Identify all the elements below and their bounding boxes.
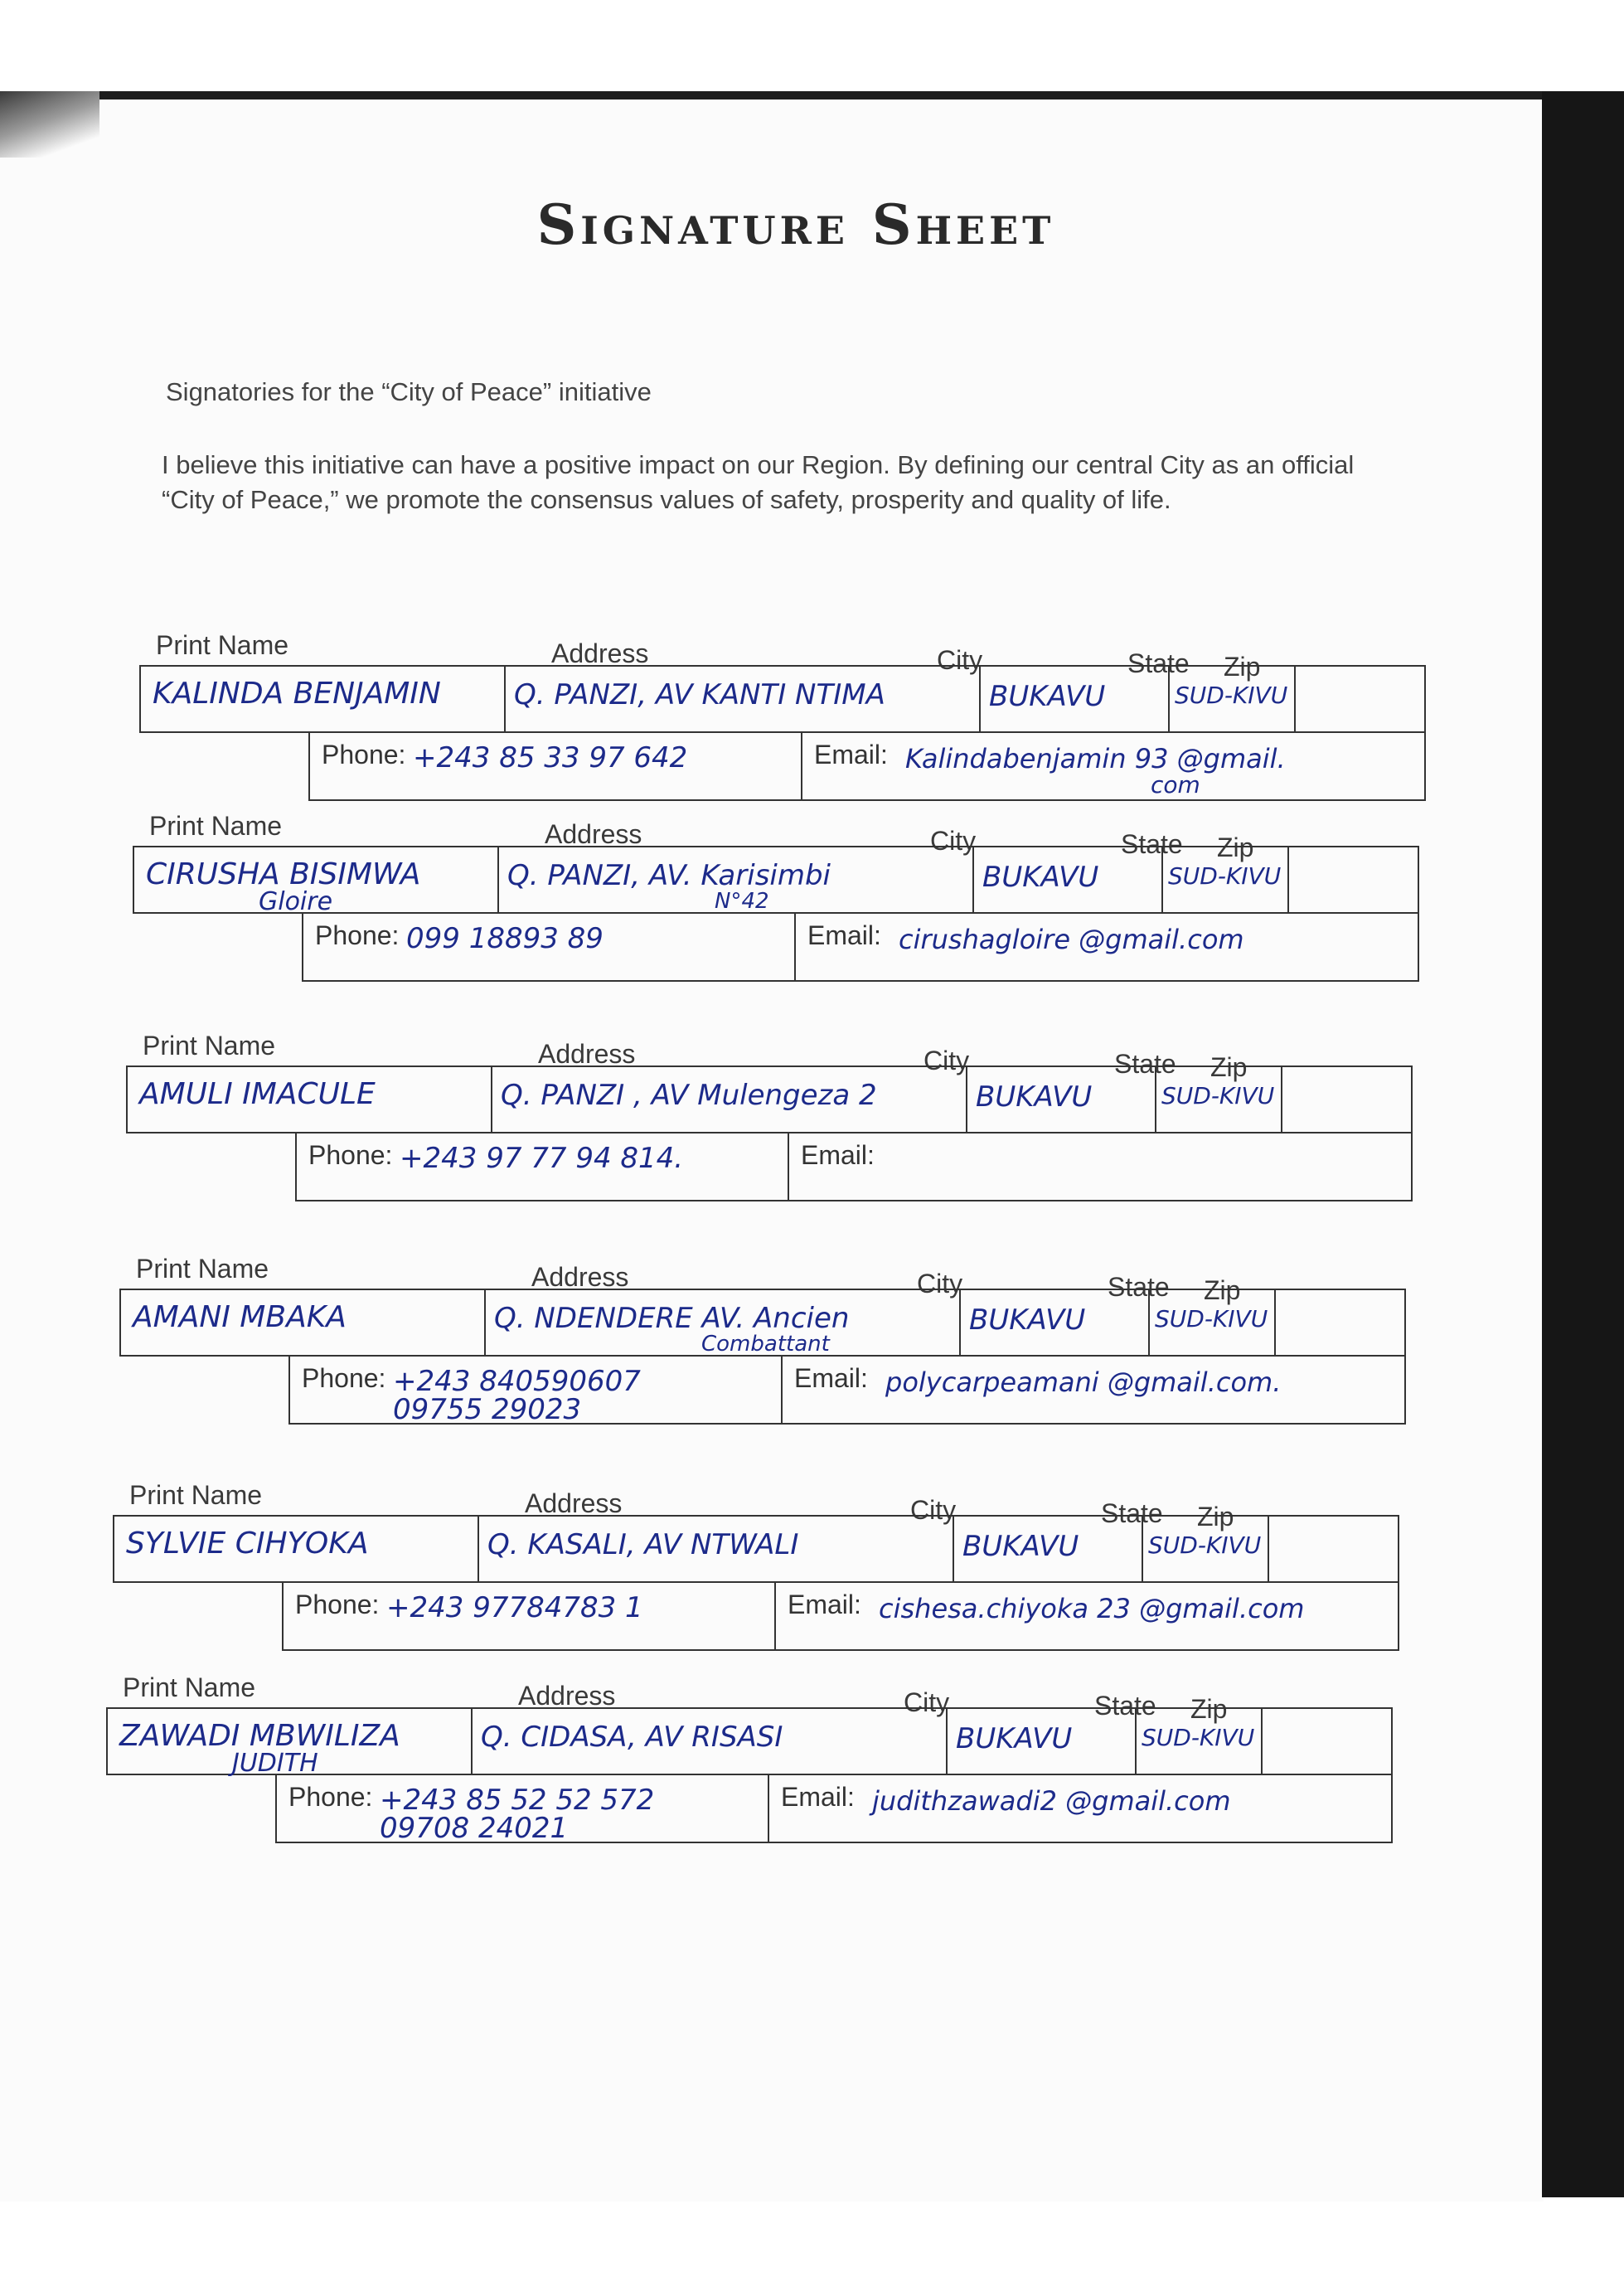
- entry-contact-row: [288, 1357, 1406, 1425]
- name-value: AMULI IMACULE: [139, 1077, 376, 1111]
- address-label: Address: [551, 638, 649, 668]
- phone-cell[interactable]: [290, 1357, 783, 1426]
- phone-value: +243 97784783 1: [386, 1591, 643, 1624]
- zip-label: Zip: [1190, 1694, 1228, 1724]
- city-cell[interactable]: [974, 847, 1163, 912]
- email-value: cirushagloire @gmail.com: [899, 924, 1244, 955]
- phone-cell[interactable]: [310, 733, 802, 799]
- city-label: City: [904, 1687, 950, 1717]
- address-value-second-line: Combattant: [701, 1332, 830, 1357]
- scan-top-margin: [0, 0, 1624, 91]
- address-cell[interactable]: [486, 1290, 961, 1355]
- email-label: Email:: [781, 1782, 855, 1812]
- city-cell[interactable]: [961, 1290, 1150, 1355]
- print-name-label: Print Name: [136, 1254, 269, 1284]
- address-label: Address: [525, 1488, 623, 1518]
- address-value: Q. PANZI, AV KANTI NTIMA: [514, 678, 885, 711]
- address-value-second-line: N°42: [715, 889, 769, 914]
- entry-main-row: [139, 665, 1426, 733]
- intro-paragraph: I believe this initiative can have a positive impact on our Region. By defining our central City as an official “City of Peace,” we promote the consensus values of safety, prosperity and quality of life.: [162, 450, 1355, 514]
- print-name-label: Print Name: [123, 1672, 256, 1702]
- city-value: BUKAVU: [962, 1530, 1079, 1563]
- entry-contact-row: [295, 1133, 1413, 1201]
- city-cell[interactable]: [948, 1709, 1137, 1774]
- name-value: KALINDA BENJAMIN: [153, 677, 441, 711]
- address-cell[interactable]: [499, 847, 974, 912]
- email-value: polycarpeamani @gmail.com.: [885, 1366, 1282, 1398]
- scan-bottom-margin: [0, 2201, 1624, 2296]
- entry-main-row: [119, 1289, 1406, 1357]
- phone-cell[interactable]: [303, 914, 796, 980]
- phone-cell[interactable]: [277, 1775, 769, 1845]
- page-title: Signature Sheet: [536, 192, 1055, 257]
- state-label: State: [1114, 1049, 1176, 1079]
- state-label: State: [1094, 1691, 1156, 1721]
- name-value: SYLVIE CIHYOKA: [126, 1527, 369, 1561]
- phone-cell[interactable]: [284, 1583, 776, 1649]
- city-label: City: [923, 1046, 970, 1075]
- scan-shadow-top: [0, 91, 1624, 100]
- print-name-label: Print Name: [129, 1480, 263, 1510]
- state-value: SUD-KIVU: [1148, 1531, 1262, 1559]
- phone-value: +243 97 77 94 814.: [400, 1142, 684, 1175]
- state-label: State: [1101, 1498, 1163, 1528]
- address-value: Q. PANZI , AV Mulengeza 2: [501, 1079, 877, 1112]
- address-value: Q. NDENDERE AV. Ancien: [494, 1302, 850, 1335]
- state-value: SUD-KIVU: [1161, 1082, 1275, 1109]
- state-value: SUD-KIVU: [1155, 1305, 1268, 1332]
- city-label: City: [910, 1495, 957, 1525]
- address-cell[interactable]: [492, 1067, 967, 1132]
- phone-value: +243 85 33 97 642: [413, 741, 688, 774]
- zip-cell[interactable]: [1282, 1067, 1413, 1132]
- zip-cell[interactable]: [1289, 847, 1419, 912]
- city-label: City: [917, 1269, 963, 1298]
- phone-label: Phone:: [288, 1782, 373, 1812]
- address-label: Address: [518, 1681, 616, 1711]
- print-name-label: Print Name: [156, 630, 289, 660]
- phone-label: Phone:: [322, 740, 406, 769]
- print-name-label: Print Name: [149, 811, 283, 841]
- email-cell[interactable]: [776, 1583, 1401, 1649]
- name-cell[interactable]: [134, 847, 499, 916]
- entry-main-row: [133, 846, 1419, 914]
- phone-label: Phone:: [302, 1363, 386, 1393]
- zip-cell[interactable]: [1276, 1290, 1406, 1355]
- phone-label: Phone:: [295, 1590, 380, 1619]
- address-value: Q. KASALI, AV NTWALI: [487, 1528, 799, 1561]
- entry-contact-row: [282, 1583, 1399, 1651]
- state-value: SUD-KIVU: [1168, 862, 1282, 890]
- address-label: Address: [538, 1039, 636, 1069]
- email-cell[interactable]: [789, 1133, 1414, 1200]
- state-label: State: [1127, 648, 1190, 678]
- zip-label: Zip: [1204, 1275, 1241, 1305]
- address-cell[interactable]: [506, 667, 981, 731]
- city-cell[interactable]: [981, 667, 1170, 731]
- state-cell[interactable]: [1137, 1709, 1263, 1774]
- address-value: Q. CIDASA, AV RISASI: [481, 1721, 783, 1754]
- email-label: Email:: [801, 1140, 875, 1170]
- phone-label: Phone:: [315, 920, 400, 950]
- email-label: Email:: [788, 1590, 861, 1619]
- name-cell[interactable]: [141, 667, 506, 731]
- email-value: Kalindabenjamin 93 @gmail.: [905, 743, 1286, 774]
- scan-shadow-corner: [0, 91, 99, 158]
- city-value: BUKAVU: [976, 1080, 1093, 1114]
- state-label: State: [1108, 1272, 1170, 1302]
- address-cell[interactable]: [479, 1517, 954, 1581]
- zip-label: Zip: [1210, 1052, 1248, 1082]
- state-cell[interactable]: [1163, 847, 1289, 912]
- phone-value: +243 840590607: [393, 1365, 641, 1398]
- state-cell[interactable]: [1143, 1517, 1269, 1581]
- city-cell[interactable]: [954, 1517, 1143, 1581]
- entry-main-row: [106, 1707, 1393, 1778]
- phone-value-second-line: 09708 24021: [380, 1812, 569, 1845]
- address-label: Address: [545, 819, 642, 849]
- state-label: State: [1121, 829, 1183, 859]
- email-label: Email:: [807, 920, 881, 950]
- zip-cell[interactable]: [1269, 1517, 1399, 1581]
- zip-label: Zip: [1217, 832, 1254, 862]
- signature-entry: [0, 1031, 1624, 1238]
- phone-value-second-line: 09755 29023: [393, 1393, 582, 1426]
- signature-entry: [0, 630, 1624, 837]
- subtitle: Signatories for the “City of Peace” initiative: [166, 377, 652, 406]
- address-cell[interactable]: [473, 1709, 948, 1774]
- signature-entry: [0, 1254, 1624, 1461]
- state-value: SUD-KIVU: [1175, 682, 1288, 709]
- name-cell[interactable]: [128, 1067, 492, 1132]
- state-value: SUD-KIVU: [1142, 1724, 1255, 1751]
- zip-cell[interactable]: [1263, 1709, 1393, 1774]
- signature-entry: [0, 1672, 1624, 1880]
- email-cell[interactable]: [796, 914, 1421, 980]
- email-cell[interactable]: [783, 1357, 1408, 1423]
- signature-entry: [0, 1480, 1624, 1687]
- email-value: judithzawadi2 @gmail.com: [872, 1785, 1231, 1817]
- city-label: City: [937, 645, 983, 675]
- city-value: BUKAVU: [956, 1722, 1073, 1755]
- phone-label: Phone:: [308, 1140, 393, 1170]
- state-cell[interactable]: [1170, 667, 1296, 731]
- phone-value: +243 85 52 52 572: [380, 1784, 655, 1817]
- state-cell[interactable]: [1156, 1067, 1282, 1132]
- name-value-second-line: Gloire: [259, 887, 333, 916]
- city-value: BUKAVU: [969, 1303, 1086, 1337]
- name-cell[interactable]: [108, 1709, 473, 1778]
- email-cell[interactable]: [802, 733, 1428, 799]
- city-cell[interactable]: [967, 1067, 1156, 1132]
- address-value: Q. PANZI, AV. Karisimbi: [507, 859, 831, 892]
- print-name-label: Print Name: [143, 1031, 276, 1061]
- city-label: City: [930, 826, 977, 856]
- email-value-second-line: com: [1151, 771, 1200, 799]
- email-label: Email:: [814, 740, 888, 769]
- signature-entry: [0, 811, 1624, 1018]
- address-label: Address: [531, 1262, 629, 1292]
- email-label: Email:: [794, 1363, 868, 1393]
- entry-contact-row: [302, 914, 1419, 982]
- phone-cell[interactable]: [297, 1133, 789, 1200]
- phone-value: 099 18893 89: [406, 922, 604, 955]
- entry-contact-row: [275, 1775, 1393, 1843]
- email-cell[interactable]: [769, 1775, 1394, 1842]
- name-cell[interactable]: [114, 1517, 479, 1581]
- entry-contact-row: [308, 733, 1426, 801]
- city-value: BUKAVU: [982, 861, 1099, 894]
- name-value: AMANI MBAKA: [133, 1300, 347, 1334]
- state-cell[interactable]: [1150, 1290, 1276, 1355]
- name-value-second-line: JUDITH: [232, 1749, 318, 1778]
- city-value: BUKAVU: [989, 680, 1106, 713]
- name-cell[interactable]: [121, 1290, 486, 1355]
- entry-main-row: [113, 1515, 1399, 1583]
- entry-main-row: [126, 1065, 1413, 1133]
- email-value: cishesa.chiyoka 23 @gmail.com: [879, 1593, 1305, 1624]
- name-value: ZAWADI MBWILIZA: [119, 1719, 400, 1753]
- zip-cell[interactable]: [1296, 667, 1426, 731]
- zip-label: Zip: [1224, 652, 1261, 682]
- zip-label: Zip: [1197, 1502, 1234, 1531]
- name-value: CIRUSHA BISIMWA: [146, 857, 421, 891]
